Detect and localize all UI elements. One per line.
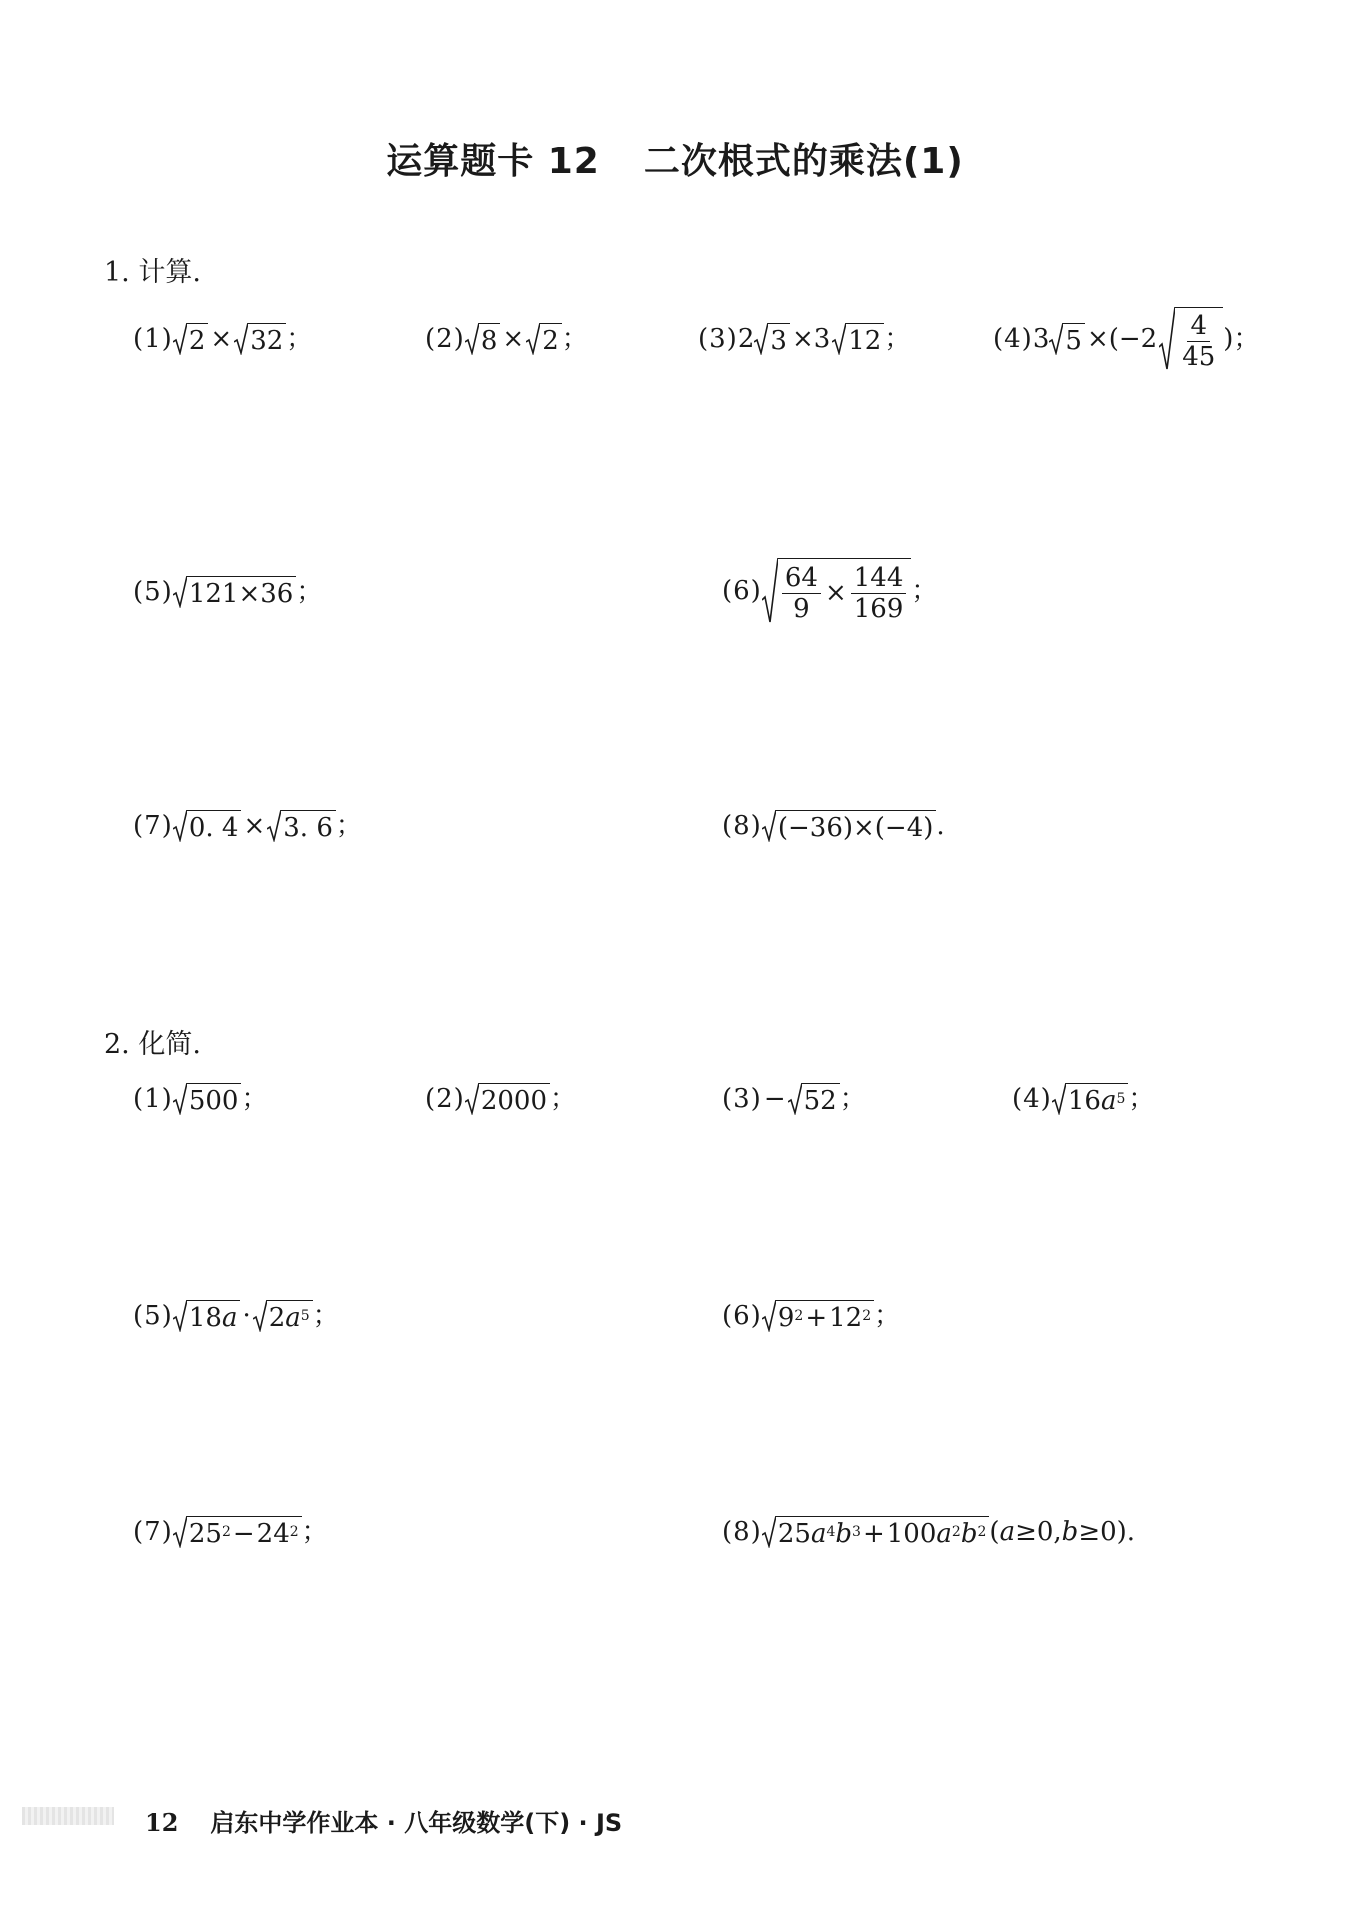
book-title: 启东中学作业本 · 八年级数学(下) · JS	[210, 1809, 623, 1837]
s1-problem-1: (1) 2 × 32 ；	[133, 324, 313, 356]
radical: 12	[832, 323, 884, 355]
radical: 16 a $^5$	[1052, 1083, 1129, 1115]
s1-problem-8: (8) (−36)×(−4) .	[722, 811, 945, 843]
radical: 121×36	[173, 576, 297, 608]
radical: 2 a $^5$	[253, 1300, 313, 1332]
radical: 9 $^2$ + 12 $^2$	[762, 1300, 874, 1332]
s2-problem-7: (7) 25 $^2$ − 24 $^2$ ；	[133, 1517, 328, 1549]
s2-problem-4: (4) 16 a $^5$ ；	[1012, 1084, 1155, 1116]
radical: 5	[1049, 323, 1085, 355]
radical: 18 a	[173, 1300, 241, 1332]
scan-mark	[22, 1807, 114, 1825]
fraction: $\frac{64}{9}$	[782, 565, 821, 622]
radical: 52	[788, 1083, 840, 1115]
radical	[1159, 307, 1223, 371]
s2-problem-3: (3) − 52 ；	[722, 1084, 866, 1116]
s1-problem-4: (4) 3 5 ×(−2 $\frac{4}{45}$ )；	[993, 307, 1259, 371]
radical: 32	[234, 323, 286, 355]
s2-problem-8: (8) 25 a $^4$ b $^3$ + 100 a $^2$ b $^2$ ( a ≥0, b ≥0 ).	[722, 1517, 1136, 1549]
s1-problem-7: (7) 0. 4 × 3. 6 ；	[133, 811, 362, 843]
section-heading-2: 2. 化简.	[104, 1029, 201, 1060]
s2-problem-5: (5) 18 a · 2 a $^5$ ；	[133, 1301, 339, 1333]
radical: 2000	[465, 1083, 550, 1115]
radical: 0. 4	[173, 810, 242, 842]
s1-problem-6: (6) $\frac{64}{9}$ × $\frac{144}{169}$ ；	[722, 558, 937, 624]
radical: 3	[754, 323, 790, 355]
radical: 3. 6	[267, 810, 336, 842]
radical: 500	[173, 1083, 242, 1115]
s1-problem-3: (3) 2 3 ×3 12 ；	[698, 324, 911, 356]
fraction: $\frac{4}{45}$	[1182, 310, 1216, 372]
radical: $\frac{64}{9}$ × $\frac{144}{169}$	[762, 558, 912, 624]
radical: (−36)×(−4)	[762, 810, 937, 842]
page-title: 运算题卡 12 二次根式的乘法(1)	[386, 141, 964, 182]
radical: 25 $^2$ − 24 $^2$	[173, 1516, 302, 1548]
page-number: 12	[145, 1808, 179, 1837]
radical: 8	[465, 323, 501, 355]
s1-problem-5: (5) 121×36 ；	[133, 577, 323, 609]
s1-problem-2: (2) 8 × 2 ；	[425, 324, 588, 356]
footer	[145, 1803, 622, 1838]
fraction: $\frac{144}{169}$	[851, 565, 907, 622]
s2-problem-6: (6) 9 $^2$ + 12 $^2$ ；	[722, 1301, 901, 1333]
s2-problem-1: (1) 500 ；	[133, 1084, 268, 1116]
radical: 25 a $^4$ b $^3$ + 100 a $^2$ b $^2$	[762, 1516, 990, 1548]
s2-problem-2: (2) 2000 ；	[425, 1084, 577, 1116]
section-heading-1: 1. 计算.	[104, 257, 201, 288]
radical: 2	[526, 323, 562, 355]
radical: 2	[173, 323, 209, 355]
